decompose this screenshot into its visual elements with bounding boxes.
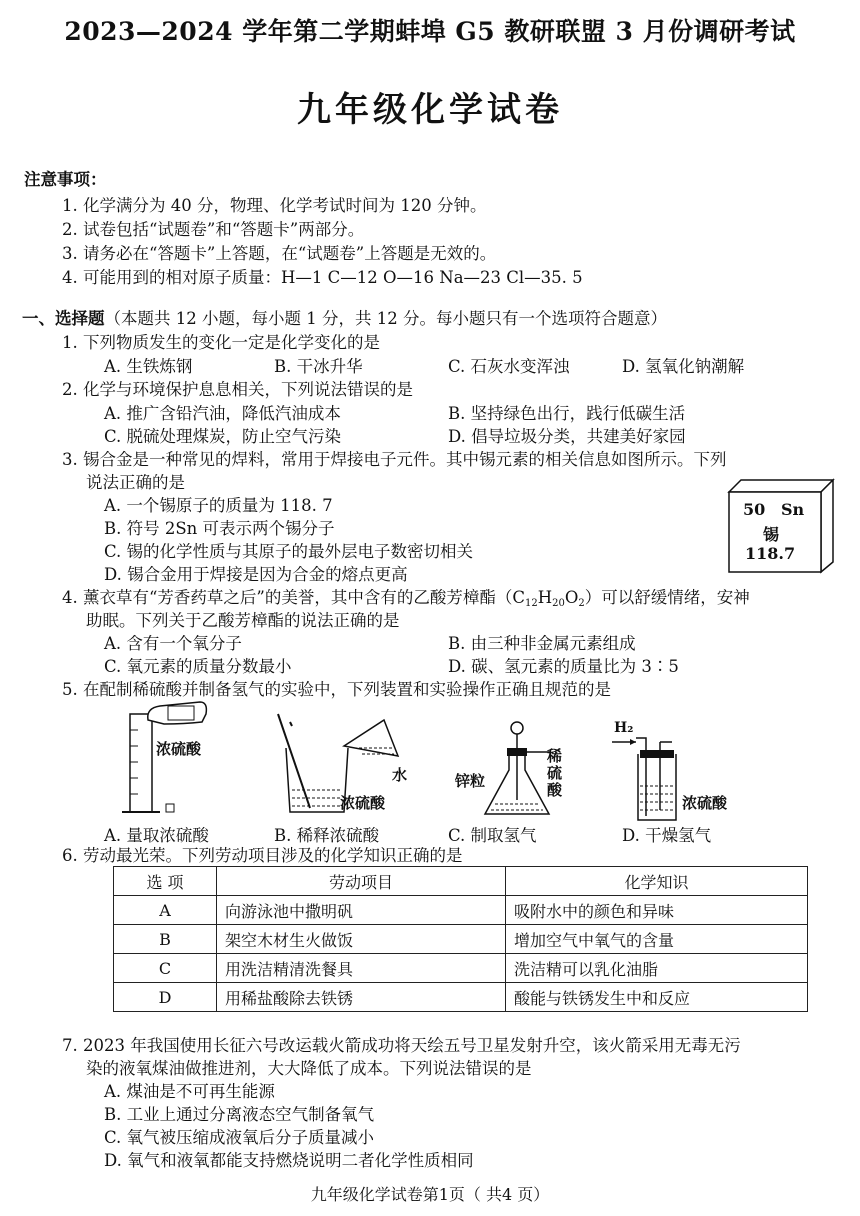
q5-d-gas-label: H₂ — [614, 720, 634, 736]
formula-sub-h: 20 — [552, 598, 565, 609]
q7-option-c: C. 氧气被压缩成液氧后分子质量减小 — [104, 1128, 375, 1147]
q5-option-d: D. 干燥氢气 — [622, 826, 712, 845]
table-header-knowledge: 化学知识 — [506, 867, 808, 896]
table-cell-task: 用洗洁精清洗餐具 — [217, 954, 506, 983]
formula-sub-o: 2 — [578, 598, 585, 609]
table-cell-knowledge: 洗洁精可以乳化油脂 — [506, 954, 808, 983]
cylinder-figure — [112, 700, 222, 820]
notes-item-2: 2. 试卷包括“试题卷”和“答题卡”两部分。 — [62, 220, 365, 239]
element-number: 50 — [743, 500, 766, 519]
q7-option-d: D. 氧气和液氧都能支持燃烧说明二者化学性质相同 — [104, 1151, 474, 1170]
q2-option-a: A. 推广含铅汽油，降低汽油成本 — [104, 404, 341, 423]
notes-title: 注意事项： — [24, 170, 107, 189]
q5-c-zinc-label: 锌粒 — [455, 772, 486, 790]
q3-option-c: C. 锡的化学性质与其原子的最外层电子数密切相关 — [104, 542, 474, 561]
q3-option-a: A. 一个锡原子的质量为 118. 7 — [104, 496, 333, 515]
q4-option-d: D. 碳、氢元素的质量比为 3∶5 — [448, 657, 679, 676]
q4-stem-text-a: 4. 薰衣草有“芳香药草之后”的美誉，其中含有的乙酸芳樟酯（C — [62, 588, 525, 607]
table-cell-knowledge: 增加空气中氧气的含量 — [506, 925, 808, 954]
table-cell-option: D — [114, 983, 217, 1012]
q5-b-acid-label: 浓硫酸 — [340, 794, 386, 812]
q3-option-d: D. 锡合金用于焊接是因为合金的熔点更高 — [104, 565, 408, 584]
table-cell-task: 用稀盐酸除去铁锈 — [217, 983, 506, 1012]
element-mass: 118.7 — [745, 544, 796, 563]
exam-header-line1: 2023—2024 学年第二学期蚌埠 G5 教研联盟 3 月份调研考试 — [64, 17, 796, 46]
table-cell-option: C — [114, 954, 217, 983]
q7-option-a: A. 煤油是不可再生能源 — [104, 1082, 275, 1101]
table-header-row — [114, 867, 808, 896]
q2-option-b: B. 坚持绿色出行，践行低碳生活 — [448, 404, 686, 423]
q5-option-a: A. 量取浓硫酸 — [104, 826, 209, 845]
section1-heading — [22, 307, 667, 331]
formula-h: H — [537, 588, 553, 607]
q4-option-c: C. 氧元素的质量分数最小 — [104, 657, 292, 676]
q3-stem-line1: 3. 锡合金是一种常见的焊料，常用于焊接电子元件。其中锡元素的相关信息如图所示。下列 — [62, 450, 727, 469]
notes-item-4: 4. 可能用到的相对原子质量：H—1 C—12 O—16 Na—23 Cl—35. 5 — [62, 268, 583, 287]
q3-option-b: B. 符号 2Sn 可表示两个锡分子 — [104, 519, 335, 538]
table-cell-task: 向游泳池中撒明矾 — [217, 896, 506, 925]
q1-stem: 1. 下列物质发生的变化一定是化学变化的是 — [62, 333, 380, 352]
page-footer: 九年级化学试卷第1页（ 共4 页） — [310, 1185, 550, 1204]
q1-option-b: B. 干冰升华 — [274, 357, 363, 376]
q4-stem-line2: 助眠。下列关于乙酸芳樟酯的说法正确的是 — [86, 611, 400, 630]
q5-option-c: C. 制取氢气 — [448, 826, 537, 845]
q5-option-b: B. 稀释浓硫酸 — [274, 826, 380, 845]
q4-option-b: B. 由三种非金属元素组成 — [448, 634, 636, 653]
tin-element-card — [727, 478, 835, 574]
q4-option-a: A. 含有一个氧分子 — [104, 634, 242, 653]
q7-stem-line2: 染的液氧煤油做推进剂，大大降低了成本。下列说法错误的是 — [86, 1059, 532, 1078]
q5-figure-a — [112, 700, 222, 820]
q6-stem: 6. 劳动最光荣。下列劳动项目涉及的化学知识正确的是 — [62, 846, 463, 865]
table-header-option: 选 项 — [114, 867, 217, 896]
q3-stem-line2: 说法正确的是 — [86, 473, 185, 492]
q5-figure-b — [270, 712, 440, 822]
exam-title: 九年级化学试卷 — [297, 90, 563, 130]
formula-sub-c: 12 — [524, 598, 538, 609]
table-row — [114, 925, 808, 954]
element-symbol: Sn — [781, 500, 805, 519]
q1-option-a: A. 生铁炼钢 — [104, 357, 193, 376]
q1-option-d: D. 氢氧化钠潮解 — [622, 357, 745, 376]
formula-o: O — [564, 588, 579, 607]
q4-stem-text-b: ）可以舒缓情绪，安神 — [584, 588, 750, 607]
table-header-task: 劳动项目 — [217, 867, 506, 896]
q6-table — [113, 866, 808, 1012]
q5-d-acid-label: 浓硫酸 — [682, 794, 728, 812]
table-cell-knowledge: 酸能与铁锈发生中和反应 — [506, 983, 808, 1012]
table-row — [114, 896, 808, 925]
notes-item-1: 1. 化学满分为 40 分，物理、化学考试时间为 120 分钟。 — [62, 196, 487, 215]
section1-label: 一、选择题 — [22, 309, 105, 328]
q2-option-c: C. 脱硫处理煤炭，防止空气污染 — [104, 427, 342, 446]
table-row — [114, 983, 808, 1012]
table-row — [114, 954, 808, 983]
q5-stem: 5. 在配制稀硫酸并制备氢气的实验中，下列装置和实验操作正确且规范的是 — [62, 680, 611, 699]
q7-stem-line1: 7. 2023 年我国使用长征六号改运载火箭成功将天绘五号卫星发射升空，该火箭采用无毒无污 — [62, 1036, 741, 1055]
section1-desc: （本题共 12 小题，每小题 1 分，共 12 分。每小题只有一个选项符合题意） — [104, 309, 667, 328]
table-cell-option: A — [114, 896, 217, 925]
notes-item-3: 3. 请务必在“答题卡”上答题，在“试题卷”上答题是无效的。 — [62, 244, 497, 263]
element-name: 锡 — [763, 525, 780, 544]
q5-b-water-label: 水 — [392, 766, 408, 784]
q5-a-label: 浓硫酸 — [156, 740, 202, 758]
q2-stem: 2. 化学与环境保护息息相关，下列说法错误的是 — [62, 380, 413, 399]
q5-figure-c — [455, 718, 585, 826]
q5-figure-d — [610, 720, 760, 826]
q2-option-d: D. 倡导垃圾分类，共建美好家园 — [448, 427, 686, 446]
table-cell-task: 架空木材生火做饭 — [217, 925, 506, 954]
table-cell-knowledge: 吸附水中的颜色和异味 — [506, 896, 808, 925]
q5-c-acid-label: 稀 硫 酸 — [547, 747, 563, 799]
q1-option-c: C. 石灰水变浑浊 — [448, 357, 570, 376]
table-cell-option: B — [114, 925, 217, 954]
q7-option-b: B. 工业上通过分离液态空气制备氧气 — [104, 1105, 375, 1124]
